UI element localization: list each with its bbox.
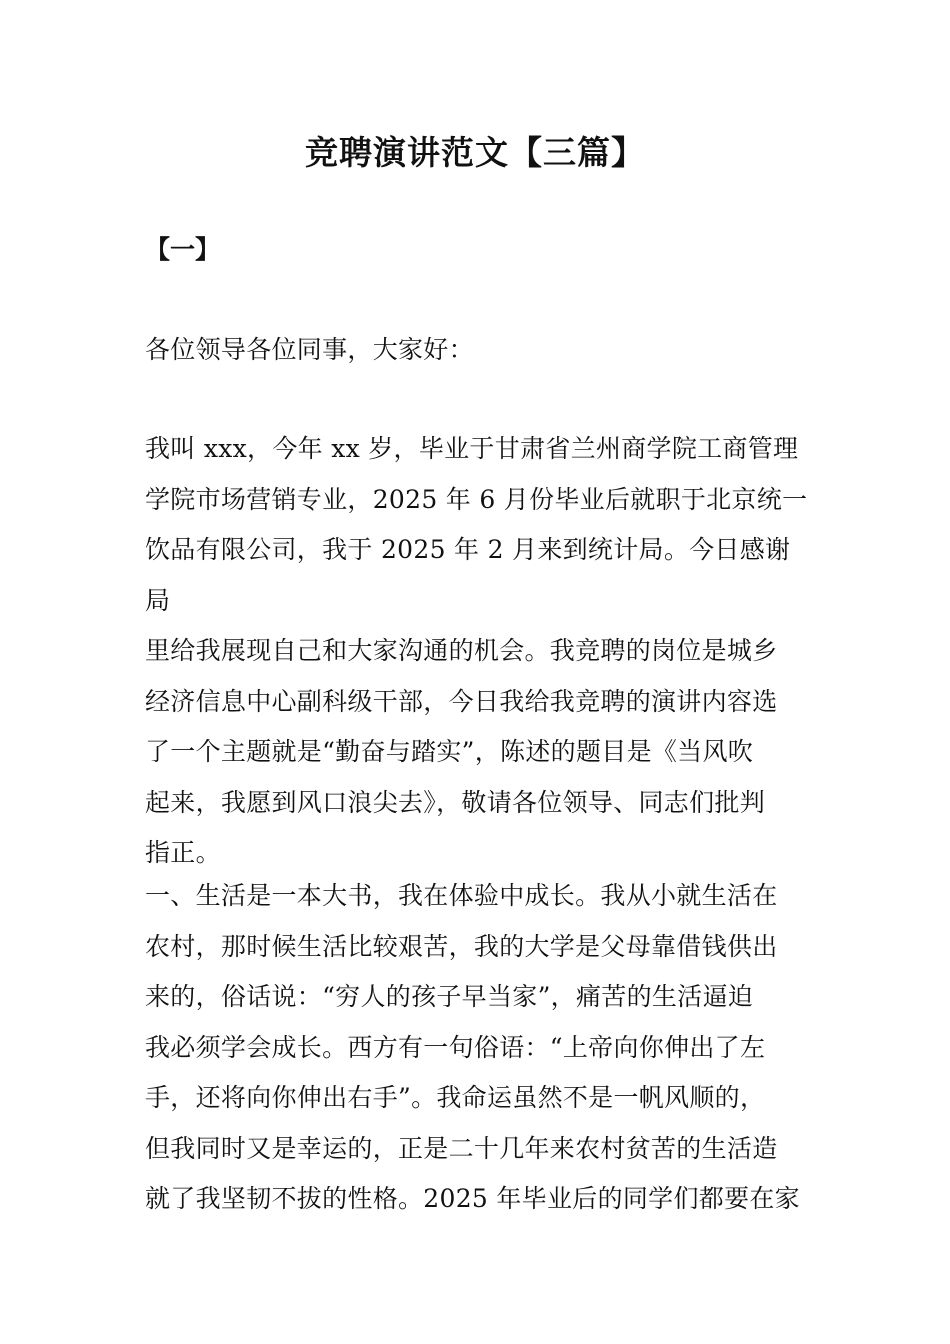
section-heading: 【一】 [145, 235, 221, 264]
section-one-paragraph: 一、生活是一本大书，我在体验中成长。我从小就生活在 农村，那时候生活比较艰苦，我的大学是父母靠借钱供出 来的，俗话说：“穷人的孩子早当家”，痛苦的生活逼迫 我必须学会成长。西方有一句俗语：“上帝向你伸出了左 手，还将向你伸出右手”。我命运虽然不是一帆风顺的， 但我同时又是幸运的，正是二十几年来农村贫苦的生活造 就了我坚韧不拔的性格。2025 年毕业后的同学们都要在家 [145, 881, 800, 1213]
document-title: 竞聘演讲范文【三篇】 [305, 133, 645, 172]
greeting-paragraph: 各位领导各位同事，大家好： [145, 335, 474, 364]
intro-paragraph: 我叫 xxx，今年 xx 岁，毕业于甘肃省兰州商学院工商管理 学院市场营销专业，2025 年 6 月份毕业后就职于北京统一 饮品有限公司，我于 2025 年 2 月来到统计局。今日感谢局 里给我展现自己和大家沟通的机会。我竞聘的岗位是城乡 经济信息中心副科级干部，今日我给我竞聘的演讲内容选 了一个主题就是“勤奋与踏实”，陈述的题目是《当风吹 起来，我愿到风口浪尖去》，敬请各位领导、同志们批判 指正。 [145, 434, 808, 867]
